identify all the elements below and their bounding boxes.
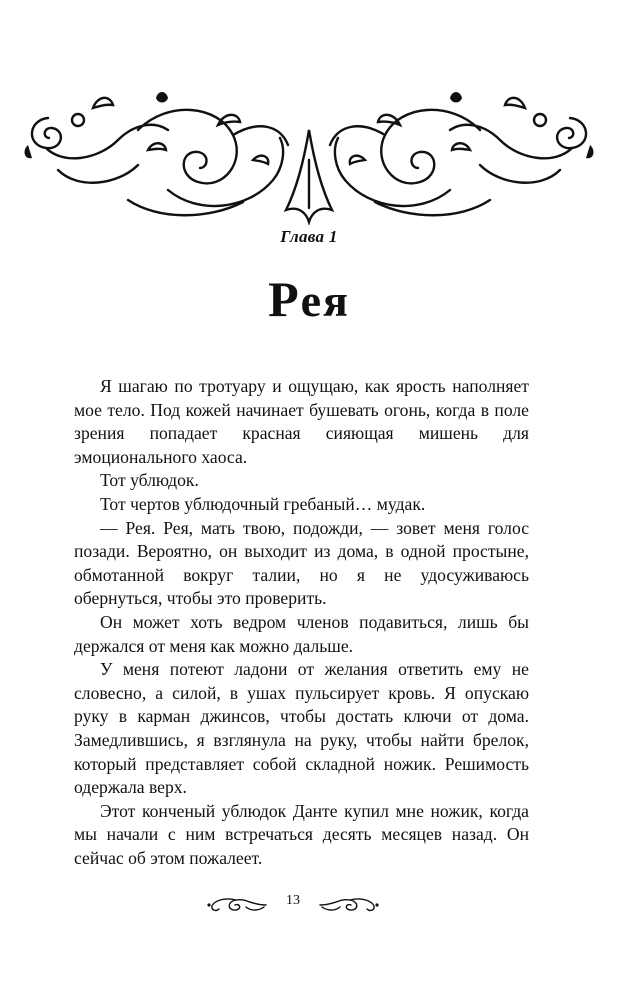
chapter-number: Глава 1 — [280, 227, 338, 246]
chapter-title-rest: ея — [300, 275, 350, 326]
chapter-header-ornament — [18, 90, 600, 225]
chapter-body — [74, 375, 529, 870]
footer-flourish-left — [206, 895, 268, 915]
chapter-title-initial: Р — [268, 271, 301, 327]
page-number: 13 — [286, 893, 300, 908]
paragraph: Я шагаю по тротуару и ощущаю, как ярость наполняет мое тело. Под кожей начинает бушевать огонь, когда в поле зрения попадает красная сияющая мишень для эмоционального хаоса. — [74, 376, 529, 467]
paragraph: Тот чертов ублюдочный гребаный… мудак. — [100, 493, 426, 514]
paragraph: Тот ублюдок. — [100, 470, 199, 491]
chapter-title — [0, 270, 618, 328]
paragraph: У меня потеют ладони от желания ответить ему не словесно, а силой, в ушах пульсирует кровь. Я опускаю руку в карман джинсов, чтобы достать ключи от дома. Замедлившись, я взглянула на руку, чтобы найти брелок, который представляет собой складной ножик. Решимость одержала верх. — [74, 659, 529, 798]
paragraph: — Рея. Рея, мать твою, подожди, — зовет меня голос позади. Вероятно, он выходит из дома, в одной простыне, обмотанной вокруг талии, но я не удосуживаюсь обернуться, чтобы это проверить. — [74, 517, 529, 609]
footer-flourish-right — [318, 895, 380, 915]
page-footer — [0, 893, 618, 917]
paragraph: Он может хоть ведром членов подавиться, лишь бы держался от меня как можно дальше. — [74, 611, 529, 656]
paragraph: Этот конченый ублюдок Данте купил мне ножик, когда мы начали с ним встречаться десять месяцев назад. Он сейчас об этом пожалеет. — [74, 800, 529, 868]
